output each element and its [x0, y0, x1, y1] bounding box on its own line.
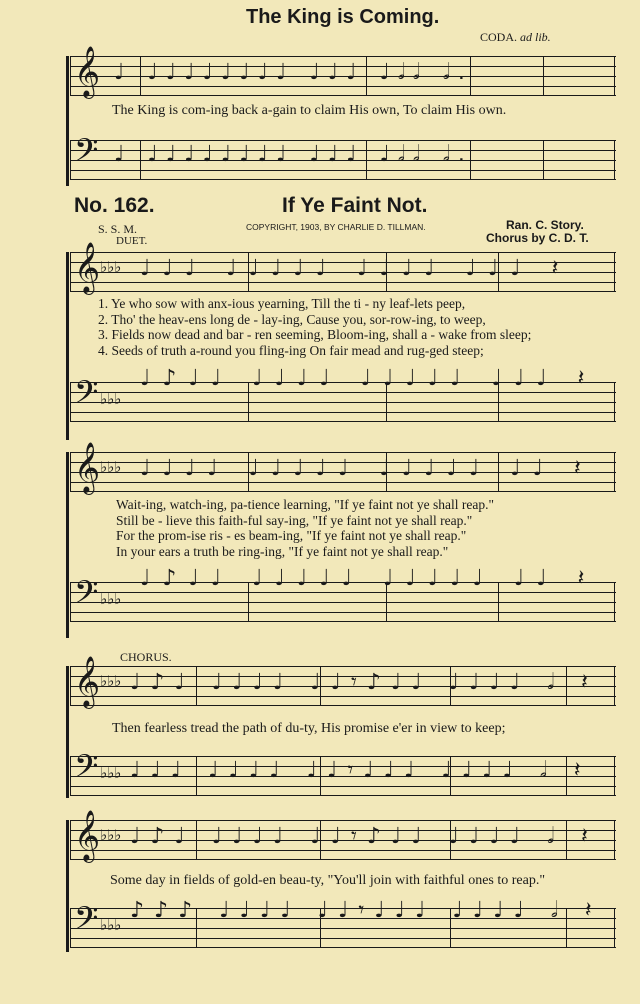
key-signature: ♭♭♭: [100, 764, 122, 782]
bass-clef-icon: 𝄢: [74, 574, 99, 618]
chorus-label: CHORUS.: [120, 650, 172, 664]
staff-bass: [70, 748, 616, 796]
notes: ♩♪♩♩ ♩♩♩♩♩ ♩♩♩♩♩ ♩♩ 𝄽: [140, 566, 597, 591]
staff-treble: [70, 46, 616, 97]
ad-lib-text: ad lib.: [520, 30, 551, 44]
verse-1: 1. Ye who sow with anx-ious yearning, Till the ti - ny leaf-lets peep,: [98, 296, 466, 311]
verse-lines: [116, 497, 494, 559]
bass-clef-icon: 𝄢: [74, 900, 99, 944]
bass-clef-icon: 𝄢: [74, 748, 99, 792]
notes: ♩ ♩♩♩♩♩♩♩♩ ♩♩♩ ♩𝅗𝅥𝅗𝅥 𝅗𝅥.: [114, 142, 473, 167]
key-signature: ♭♭♭: [100, 916, 122, 934]
coda-text: CODA.: [480, 30, 518, 44]
system-brace: [66, 252, 69, 440]
key-signature: ♭♭♭: [100, 458, 122, 476]
verse-2: Still be - lieve this faith-ful say-ing, "If ye faint not ye shall reap.": [116, 512, 473, 528]
verse-2: 2. Tho' the heav-ens long de - lay-ing, Cause you, sor-row-ing, to weep,: [98, 311, 486, 327]
verse-4: In your ears a truth be ring-ing, "If ye faint not ye shall reap.": [116, 543, 449, 559]
coda-label: [480, 30, 551, 45]
treble-clef-icon: 𝄞: [74, 46, 101, 97]
notes: ♩♪♩♩ ♩♩♩♩ ♩♩♩♩♩ ♩♩♩ 𝄽: [140, 366, 597, 391]
notes: ♪♪♪ ♩♩♩♩ ♩♩𝄾♩♩♩ ♩♩♩♩ 𝅗𝅥 𝄽: [130, 898, 602, 923]
notes: ♩♩♩ ♩♩♩♩♩ ♩♩♩♩ ♩♩♩ 𝄽: [140, 256, 571, 281]
duet-label: DUET.: [116, 235, 148, 247]
system-brace: [66, 56, 69, 186]
bass-clef-icon: 𝄢: [74, 374, 99, 418]
staff-bass: [70, 132, 616, 180]
bass-clef-icon: 𝄢: [74, 132, 99, 176]
key-signature: ♭♭♭: [100, 826, 122, 844]
key-signature: ♭♭♭: [100, 590, 122, 608]
system-brace: [66, 820, 69, 952]
verse-4: 4. Seeds of truth a-round you fling-ing On fair mead and rug-ged steep;: [98, 342, 484, 358]
key-signature: ♭♭♭: [100, 672, 122, 690]
key-signature: ♭♭♭: [100, 258, 122, 276]
staff-bass: [70, 898, 616, 948]
treble-clef-icon: 𝄞: [74, 442, 101, 493]
notes: ♩♩♩ ♩♩♩♩ ♩♩𝄾♩♩♩ ♩♩♩♩ 𝅗𝅥 𝄽: [130, 758, 591, 783]
copyright-notice: COPYRIGHT, 1903, BY CHARLIE D. TILLMAN.: [246, 222, 426, 232]
staff-treble: [70, 810, 616, 861]
chorus-line: Then fearless tread the path of du-ty, His promise e'er in view to keep;: [112, 721, 506, 736]
verse-3: 3. Fields now dead and bar - ren seeming, Bloom-ing, shall a - wake from sleep;: [98, 327, 532, 342]
key-signature: ♭♭♭: [100, 390, 122, 408]
notes: ♩♪♩ ♩♩♩♩ ♩♩𝄾♪♩♩ ♩♩♩♩ 𝅗𝅥 𝄽: [130, 670, 598, 695]
composer-initials: S. S. M.: [98, 222, 138, 236]
staff-treble: [70, 442, 616, 493]
staff-bass: [70, 366, 616, 422]
hymn-title: If Ye Faint Not.: [282, 194, 428, 217]
verse-1: Wait-ing, watch-ing, pa-tience learning, "If ye faint not ye shall reap.": [116, 497, 495, 512]
chorus-credit: Chorus by C. D. T.: [486, 231, 589, 245]
lyric-line: The King is com-ing back a-gain to claim His own, To claim His own.: [112, 103, 507, 118]
verse-3: For the prom-ise ris - es beam-ing, "If ye faint not ye shall reap.": [116, 528, 467, 543]
staff-treble: [70, 242, 616, 293]
chorus-line: Some day in fields of gold-en beau-ty, "You'll join with faithful ones to reap.": [110, 873, 546, 888]
notes: ♩ ♩♩♩♩♩♩♩♩ ♩♩♩ ♩𝅗𝅥𝅗𝅥 𝅗𝅥.: [114, 60, 473, 85]
notes: ♩♪♩ ♩♩♩♩ ♩♩𝄾♪♩♩ ♩♩♩♩ 𝅗𝅥 𝄽: [130, 824, 598, 849]
treble-clef-icon: 𝄞: [74, 242, 101, 293]
notes: ♩♩♩♩ ♩♩♩♩♩ ♩♩♩♩♩ ♩♩ 𝄽: [140, 456, 593, 481]
verse-lines: [98, 296, 531, 358]
song-title: The King is Coming.: [246, 6, 440, 28]
system-brace: [66, 666, 69, 798]
staff-bass: [70, 566, 616, 622]
hymn-number: No. 162.: [74, 194, 155, 217]
treble-clef-icon: 𝄞: [74, 656, 101, 707]
system-brace: [66, 452, 69, 638]
author-credit: Ran. C. Story.: [506, 218, 584, 232]
treble-clef-icon: 𝄞: [74, 810, 101, 861]
